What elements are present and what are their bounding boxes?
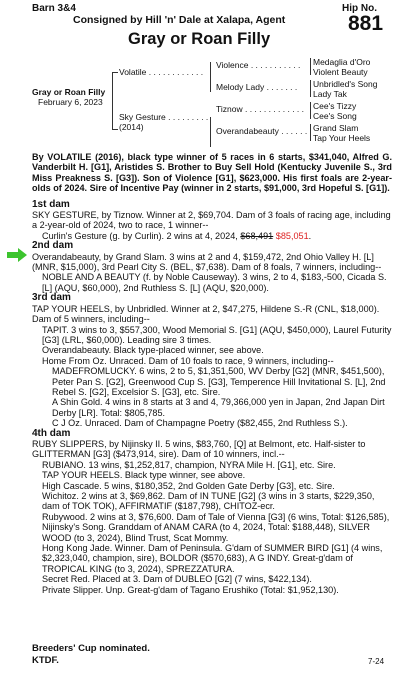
consignor: Consigned by Hill 'n' Dale at Xalapa, Agent bbox=[73, 14, 286, 26]
ds-name: Tiznow bbox=[216, 104, 243, 114]
pedigree-ds: Tiznow . . . . . . . . . . . . . bbox=[216, 104, 305, 114]
produce-end: . bbox=[308, 230, 312, 241]
page-number: 7-24 bbox=[368, 657, 385, 666]
fourth-dam-heading: 4th dam bbox=[32, 427, 71, 439]
pedigree-horse-name: Gray or Roan Filly bbox=[32, 87, 106, 97]
ktdf-note: KTDF. bbox=[32, 655, 59, 666]
updated-earnings: $85,051 bbox=[275, 230, 309, 241]
fourth-dam-produce-4: Wichitoz. 2 wins at 3, $69,862. Dam of IN TUNE [G2] (3 wins in 3 starts, $229,350, dam of TOK TOK), AFFIRMATIF ($187,798), CHITOZ-ecr. bbox=[42, 491, 375, 512]
pedigree-dds: Grand Slam bbox=[313, 123, 359, 133]
third-dam-grandproduce-1: MADEFROMLUCKY. 6 wins, 2 to 5, $1,351,500, WV Derby [G2] (MNR, $451,500), Peter Pan S. [G2], Greenwood Cup S. [G3], Temperence Hill Invitational S. [L], 2nd Rebel S. [G2], Excelsior S. [G3], etc. Sire. bbox=[52, 366, 386, 397]
pedigree-sss: Medaglia d'Oro bbox=[313, 57, 371, 67]
pedigree-dam-year: (2014) bbox=[119, 122, 144, 132]
pedigree-bracket bbox=[112, 129, 118, 130]
pedigree-ss: Violence . . . . . . . . . . . bbox=[216, 60, 301, 70]
hip-label: Hip No. bbox=[342, 3, 377, 14]
barn-label: Barn 3&4 bbox=[32, 3, 76, 14]
pedigree-bracket bbox=[310, 58, 311, 75]
sire-paragraph: By VOLATILE (2016), black type winner of 5 races in 6 starts, $341,040, Alfred G. Vanderbilt H. [G1], Aristides S. Brother to Buy Sell Hold (Kentucky Juvenile S., 3rd Miss Preakness S. [G3]). Son of Violence [G1], $623,000. His first foals are 2-year-olds of 2024. Sire of Incentive Pay (winner in 2 starts, $91,000, 3rd Hopeful S. [G1]). bbox=[32, 152, 392, 194]
pedigree-bracket bbox=[310, 102, 311, 119]
pedigree-sd: Melody Lady . . . . . . . bbox=[216, 82, 298, 92]
pedigree-dam: Sky Gesture . . . . . . . . . bbox=[119, 112, 209, 122]
pedigree-foaled: February 6, 2023 bbox=[38, 97, 103, 107]
hip-number: 881 bbox=[348, 12, 384, 35]
breeders-cup-note: Breeders' Cup nominated. bbox=[32, 643, 150, 654]
pedigree-dss: Cee's Tizzy bbox=[313, 101, 357, 111]
second-dam-heading: 2nd dam bbox=[32, 240, 74, 252]
third-dam-produce-2: Overandabeauty. Black type-placed winner, see above. bbox=[42, 345, 264, 356]
fourth-dam-produce-5: Rubywood. 2 wins at 3, $76,600. Dam of Tale of Vienna [G3] (6 wins, Total: $126,585), Nijinsky's Song. Granddam of ANAM CARA (to 4, 2024, Total: $188,448), SILVER WOOD (to 3, 2024), Blind Trust, Scat Mommy. bbox=[42, 511, 390, 543]
fourth-dam-produce-1: RUBIANO. 13 wins, $1,252,817, champion, NYRA Mile H. [G1], etc. Sire. bbox=[42, 459, 336, 470]
fourth-dam-produce-7: Secret Red. Placed at 3. Dam of DUBLEO [G2] (7 wins, $422,134). bbox=[42, 574, 312, 585]
fourth-dam-produce-3: High Cascade. 5 wins, $180,352, 2nd Golden Gate Derby [G3], etc. Sire. bbox=[42, 480, 335, 491]
pedigree-bracket bbox=[210, 62, 211, 92]
pedigree-sds: Unbridled's Song bbox=[313, 79, 378, 89]
third-dam-produce-3: Home From Oz. Unraced. Dam of 10 foals to race, 9 winners, including-- bbox=[42, 355, 334, 366]
third-dam-grandproduce-2: A Shin Gold. 4 wins in 8 starts at 3 and 4, 79,366,000 yen in Japan, 2nd Japan Dirt Derby [LR]. Total: $805,785. bbox=[52, 397, 385, 418]
pedigree-ddd: Tap Your Heels bbox=[313, 133, 371, 143]
pedigree-bracket bbox=[112, 72, 113, 130]
produce-text: Curlin's Gesture (g. by Curlin). 2 wins at 4, 2024, bbox=[42, 230, 241, 241]
pedigree-sire: Volatile . . . . . . . . . . . . bbox=[119, 67, 204, 77]
pedigree-dd: Overandabeauty . . . . . . bbox=[216, 126, 308, 136]
pedigree-bracket bbox=[310, 124, 311, 141]
fourth-dam-produce-2: TAP YOUR HEELS. Black type winner, see above. bbox=[42, 470, 246, 481]
second-dam-text: Overandabeauty, by Grand Slam. 3 wins at 2 and 4, $159,472, 2nd Ohio Valley H. [L] (MNR, $15,000), 3rd Pearl City S. (BEL, $7,638). Dam of 8 foals, 7 winners, including-- bbox=[32, 251, 382, 273]
page-title: Gray or Roan Filly bbox=[128, 30, 271, 48]
arrow-right-icon bbox=[7, 248, 27, 262]
pedigree-ssd: Violent Beauty bbox=[313, 67, 368, 77]
dd-name: Overandabeauty bbox=[216, 126, 279, 136]
ss-name: Violence bbox=[216, 60, 249, 70]
third-dam-heading: 3rd dam bbox=[32, 292, 71, 304]
pedigree-sdd: Lady Tak bbox=[313, 89, 347, 99]
first-dam-heading: 1st dam bbox=[32, 198, 70, 210]
old-earnings: $68,491 bbox=[240, 230, 274, 241]
third-dam-text: TAP YOUR HEELS, by Unbridled. Winner at 2, $47,275, Hildene S.-R (CNL, $18,000). Dam of 5 winners, including-- bbox=[32, 303, 380, 325]
fourth-dam-produce-8: Private Slipper. Unp. Great-g'dam of Tagano Erushiko (Total: $1,952,130). bbox=[42, 584, 339, 595]
first-dam-text: SKY GESTURE, by Tiznow. Winner at 2, $69,704. Dam of 3 foals of racing age, including a 2-year-old of 2024, two to race, 1 winner-- bbox=[32, 210, 391, 231]
third-dam-produce-1: TAPIT. 3 wins to 3, $557,300, Wood Memorial S. [G1] (AQU, $450,000), Laurel Futurity [G3] (LRL, $60,000). Leading sire 3 times. bbox=[42, 324, 392, 345]
sire-name: Volatile bbox=[119, 67, 147, 77]
fourth-dam-text: RUBY SLIPPERS, by Nijinsky II. 5 wins, $83,760, [Q] at Belmont, etc. Half-sister to GLITTERMAN [G3] ($473,914, sire). Dam of 10 winners, incl.-- bbox=[32, 438, 366, 460]
first-dam-produce bbox=[32, 231, 392, 241]
third-dam-grandproduce-3: C J Oz. Unraced. Dam of Champagne Poetry ($82,455, 2nd Ruthless S.). bbox=[52, 418, 348, 429]
second-dam-produce: NOBLE AND A BEAUTY (f. by Noble Causeway). 3 wins, 2 to 4, $183,-500, Cicada S. [L] (AQU, $60,000), 2nd Ruthless S. [L] (AQU, $20,000). bbox=[42, 272, 387, 293]
sd-name: Melody Lady bbox=[216, 82, 265, 92]
pedigree-bracket bbox=[112, 72, 118, 73]
pedigree-dsd: Cee's Song bbox=[313, 111, 357, 121]
dam-name: Sky Gesture bbox=[119, 112, 166, 122]
pedigree-bracket bbox=[310, 80, 311, 97]
fourth-dam-produce-6: Hong Kong Jade. Winner. Dam of Peninsula. G'dam of SUMMER BIRD [G1] (4 wins, $2,323,040, champion, sire), BOLDOR ($570,683), A G INDY. Great-g'dam of TROPICAL KING (to 3, 2024), SPREZZATURA. bbox=[42, 543, 383, 574]
catalog-body bbox=[32, 152, 392, 595]
pedigree-bracket bbox=[210, 117, 211, 147]
